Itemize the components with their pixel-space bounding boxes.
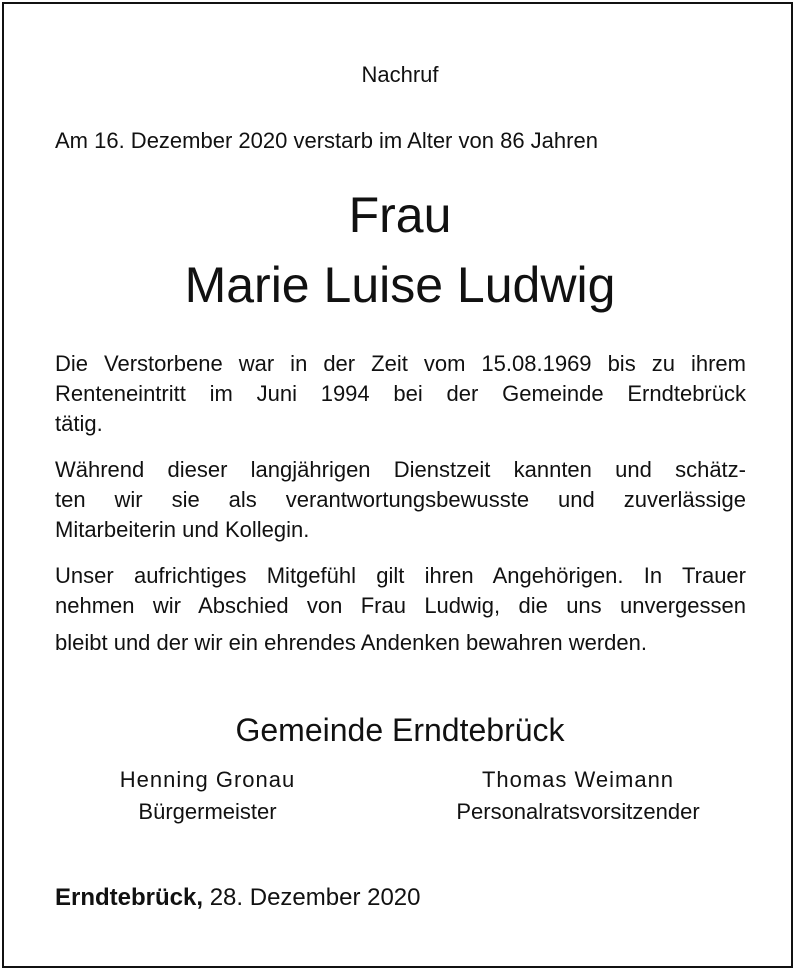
paragraph-line: Renteneintritt im Juni 1994 bei der Gemeinde Erndtebrück: [55, 381, 746, 406]
paragraph-line: Unser aufrichtiges Mitgefühl gilt ihren Angehörigen. In Trauer: [55, 563, 746, 588]
footer-date: 28. Dezember 2020: [209, 884, 421, 911]
paragraph-line: Die Verstorbene war in der Zeit vom 15.08.1969 bis zu ihrem: [55, 351, 746, 376]
footer-place: Erndtebrück,: [55, 884, 204, 911]
signatory-role: Bürgermeister: [138, 799, 277, 824]
paragraph-line: bleibt und der wir ein ehrendes Andenken bewahren werden.: [55, 630, 647, 655]
signatory-name: Henning Gronau: [119, 767, 296, 792]
signatory-name: Thomas Weimann: [481, 767, 675, 792]
paragraph-line: Mitarbeiterin und Kollegin.: [55, 517, 310, 542]
place-date-line: [55, 884, 421, 912]
paragraph-line: tätig.: [55, 411, 103, 436]
paragraph-tribute: [55, 455, 746, 545]
paragraph-line: ten wir sie als verantwortungsbewusste und zuverlässige: [55, 487, 746, 512]
signatory-role: Personalratsvorsitzender: [456, 799, 700, 824]
paragraph-line: Während dieser langjährigen Dienstzeit kannten und schätz-: [55, 457, 746, 482]
notice-heading: Nachruf: [361, 62, 439, 87]
paragraph-condolence: [55, 561, 746, 658]
signatory-council-chair: [418, 764, 738, 828]
deceased-name: Marie Luise Ludwig: [184, 257, 616, 313]
signatory-mayor: [60, 764, 355, 828]
paragraph-service: [55, 349, 746, 439]
deceased-title: Frau: [348, 187, 452, 243]
organization-name: Gemeinde Erndtebrück: [235, 712, 565, 748]
intro-text: Am 16. Dezember 2020 verstarb im Alter von 86 Jahren: [55, 128, 598, 153]
paragraph-line: nehmen wir Abschied von Frau Ludwig, die uns unvergessen: [55, 593, 746, 618]
